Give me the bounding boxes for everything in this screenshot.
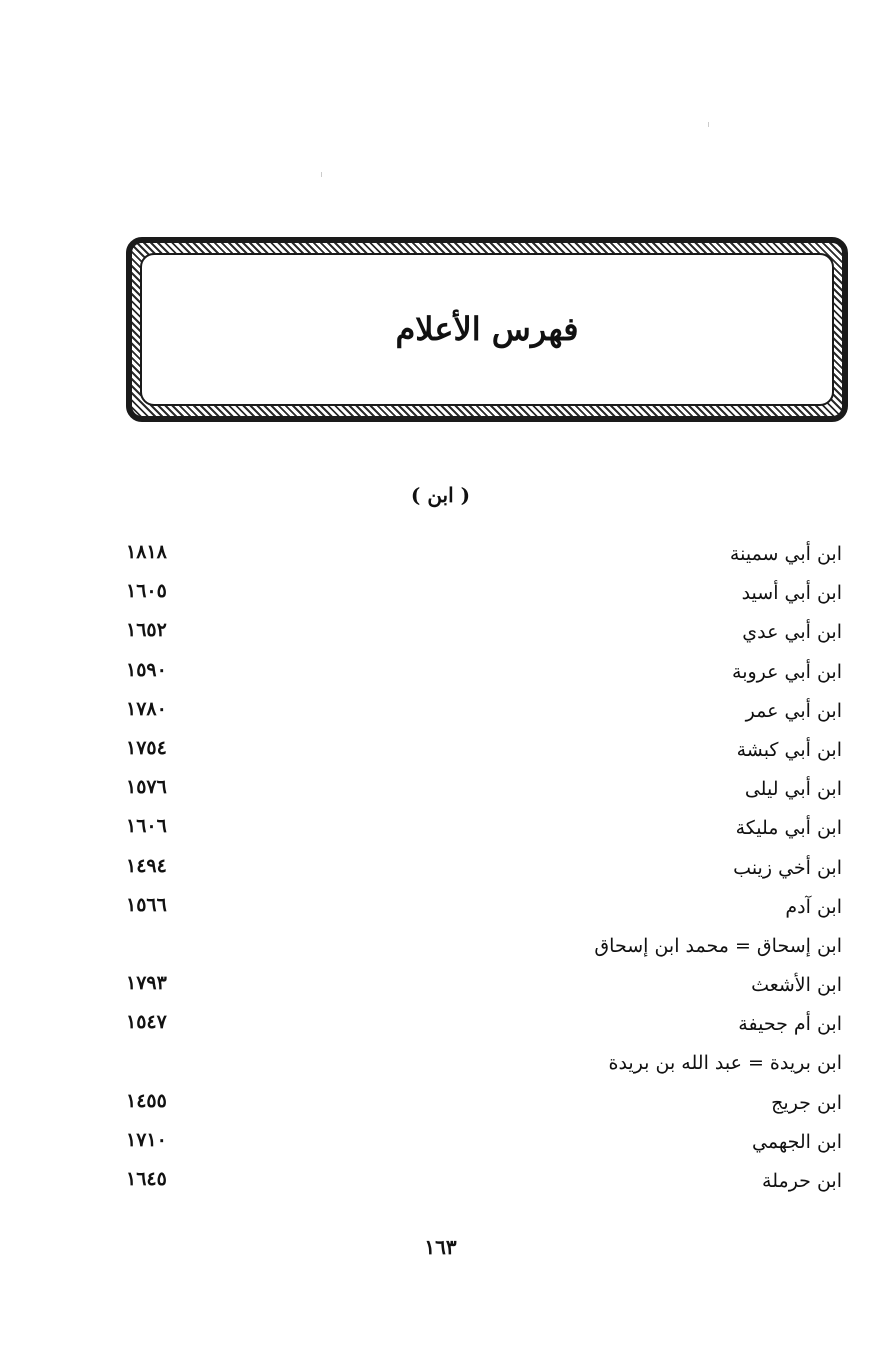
entry-name: ابن أم جحيفة	[738, 1013, 842, 1036]
entry-name: ابن أبي كبشة	[736, 738, 842, 761]
entry-name: ابن أبي ليلى	[744, 778, 842, 801]
entry-page-number: ١٥٦٦	[126, 893, 167, 916]
entry-page-number: ١٦٤٥	[126, 1168, 167, 1190]
entry-name: ابن آدم	[785, 895, 842, 918]
entry-name: ابن أبي سمينة	[729, 543, 842, 565]
index-entry	[120, 1085, 846, 1124]
index-entry	[120, 693, 846, 732]
entry-name: ابن أخي زينب	[733, 856, 842, 879]
title-frame	[126, 237, 848, 422]
index-entry	[120, 850, 846, 889]
section-heading: ( ابن )	[410, 483, 471, 507]
index-entry	[120, 967, 846, 1006]
entry-name: ابن إسحاق = محمد ابن إسحاق	[594, 934, 842, 957]
entry-name: ابن الجهمي	[752, 1130, 842, 1153]
entry-name: ابن أبي عروبة	[732, 660, 842, 683]
entry-page-number: ١٦٠٦	[126, 815, 167, 838]
entry-name: ابن أبي أسيد	[741, 582, 842, 605]
index-entry	[120, 614, 846, 653]
entry-name: ابن جريج	[771, 1091, 842, 1114]
index-entry	[120, 1006, 846, 1045]
entry-page-number: ١٨١٨	[126, 541, 167, 563]
page-number: ١٦٣	[424, 1235, 457, 1259]
entry-page-number: ١٧٨٠	[126, 697, 167, 720]
index-entry	[120, 732, 846, 771]
entry-page-number: ١٥٩٠	[126, 658, 167, 681]
entry-page-number: ١٧٩٣	[126, 972, 167, 995]
entry-page-number: ١٥٧٦	[126, 776, 167, 799]
entry-page-number: ١٤٥٥	[126, 1089, 167, 1112]
index-entry	[120, 575, 846, 614]
index-title: فهرس الأعلام	[395, 310, 579, 348]
entry-page-number: ١٤٩٤	[126, 854, 167, 877]
entry-page-number: ١٦٠٥	[126, 580, 167, 603]
entry-name: ابن بريدة = عبد الله بن بريدة	[608, 1052, 842, 1075]
entry-page-number: ١٥٤٧	[126, 1011, 167, 1034]
entry-name: ابن حرملة	[762, 1170, 842, 1192]
entry-name: ابن الأشعث	[751, 974, 842, 997]
entry-page-number: ١٧١٠	[126, 1128, 167, 1151]
index-entry	[120, 771, 846, 810]
index-entry	[120, 889, 846, 928]
index-entry	[120, 1124, 846, 1163]
entry-name: ابن أبي عمر	[745, 699, 842, 722]
entry-name: ابن أبي عدي	[742, 621, 842, 644]
entry-page-number: ١٦٥٢	[126, 619, 167, 642]
index-entry	[120, 654, 846, 693]
index-entry	[120, 1163, 846, 1202]
index-entry	[120, 810, 846, 849]
scan-speck	[708, 122, 709, 127]
index-entries-list	[120, 536, 846, 1202]
entry-name: ابن أبي مليكة	[735, 817, 842, 840]
index-entry-cross-reference	[120, 1045, 846, 1084]
scan-speck	[321, 172, 322, 177]
entry-page-number: ١٧٥٤	[126, 736, 167, 759]
index-entry	[120, 536, 846, 575]
index-entry-cross-reference	[120, 928, 846, 967]
